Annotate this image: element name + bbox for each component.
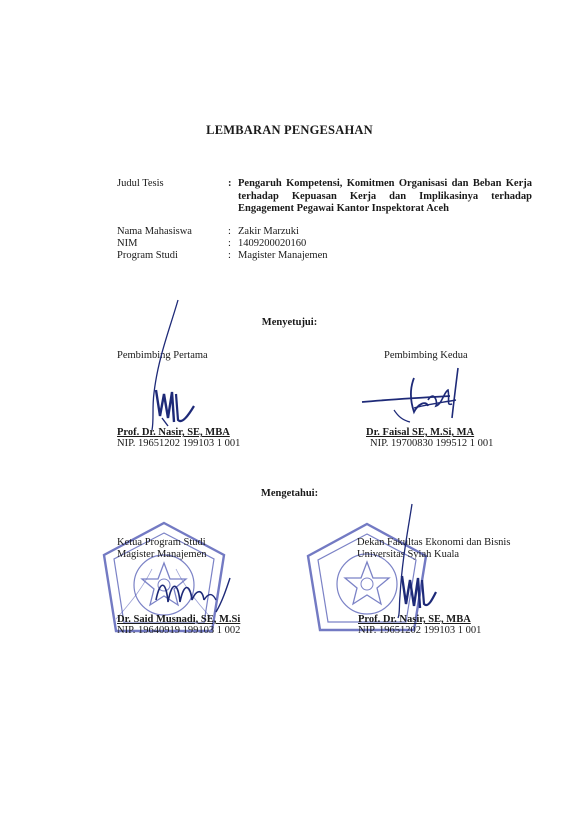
student-label: Nama Mahasiswa [117, 226, 192, 237]
dean-role: Dekan Fakultas Ekonomi dan Bisnis [357, 537, 511, 548]
student-colon: : [228, 226, 231, 237]
head-program-role-line2: Magister Manajemen [117, 549, 207, 560]
student-value: Zakir Marzuki [238, 226, 299, 237]
signature-head-program [150, 560, 240, 620]
supervisor1-name: Prof. Dr. Nasir, SE, MBA [117, 427, 230, 438]
supervisor1-nip: NIP. 19651202 199103 1 001 [117, 438, 241, 449]
acknowledged-heading: Mengetahui: [260, 488, 319, 499]
signature-dean [392, 500, 452, 620]
program-label: Program Studi [117, 250, 178, 261]
thesis-title: Pengaruh Kompetensi, Komitmen Organisasi dan Beban Kerja terhadap Kepuasan Kerja dan Implikasinya terhadap Engagement Pegawai Kantor Inspektorat Aceh [238, 178, 532, 214]
signature-supervisor2 [354, 360, 474, 430]
nim-value: 1409200020160 [238, 238, 307, 249]
supervisor2-name: Dr. Faisal SE, M.Si, MA [366, 427, 475, 438]
thesis-label: Judul Tesis [117, 178, 164, 189]
supervisor2-nip: NIP. 19700830 199512 1 001 [370, 438, 494, 449]
dean-name: Prof. Dr. Nasir, SE, MBA [358, 614, 471, 625]
signature-supervisor1 [138, 298, 208, 438]
nim-colon: : [228, 238, 231, 249]
head-program-nip: NIP. 19640919 199103 1 002 [117, 625, 241, 636]
dean-nip: NIP. 19651202 199103 1 001 [358, 625, 482, 636]
head-program-name: Dr. Said Musnadi, SE, M.Si [117, 614, 241, 625]
approved-heading: Menyetujui: [261, 317, 318, 328]
program-value: Magister Manajemen [238, 250, 328, 261]
head-program-role: Ketua Program Studi [117, 537, 206, 548]
nim-label: NIM [117, 238, 138, 249]
page-title: LEMBARAN PENGESAHAN [206, 123, 373, 137]
thesis-colon: : [228, 178, 232, 189]
dean-role-line2: Universitas Syiah Kuala [357, 549, 460, 560]
supervisor2-role: Pembimbing Kedua [384, 350, 468, 361]
program-colon: : [228, 250, 231, 261]
supervisor1-role: Pembimbing Pertama [117, 350, 208, 361]
